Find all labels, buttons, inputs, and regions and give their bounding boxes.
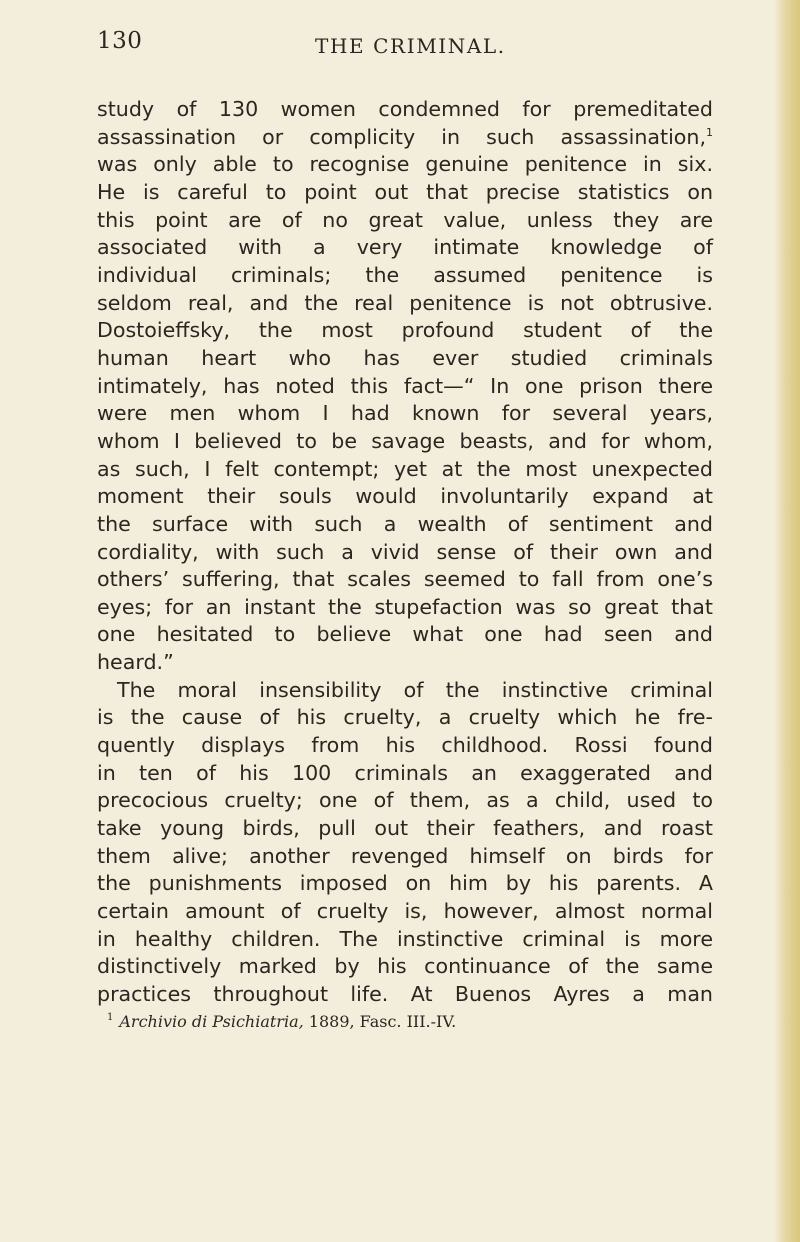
text-line: associated with a very intimate knowledge of xyxy=(97,235,713,260)
page-header xyxy=(97,28,713,72)
text-line: individual criminals; the assumed penitence is xyxy=(97,262,713,287)
text-line: heard.” xyxy=(97,650,174,675)
text-line: precocious cruelty; one of them, as a child, used to xyxy=(97,788,713,813)
text-line: assassination or complicity in such assassination,$^1$ xyxy=(97,124,713,149)
text-line: quently displays from his childhood. Rossi found xyxy=(97,733,713,758)
page-edge-shading xyxy=(774,0,800,1242)
text-line: the surface with such a wealth of sentiment and xyxy=(97,511,713,536)
text-line: whom I believed to be savage beasts, and for whom, xyxy=(97,428,713,453)
text-line: in healthy children. The instinctive criminal is more xyxy=(97,926,713,951)
text-line: this point are of no great value, unless they are xyxy=(97,207,713,232)
text-line: the punishments imposed on him by his parents. A xyxy=(97,871,713,896)
text-line: distinctively marked by his continuance of the same xyxy=(97,954,713,979)
text-line: cordiality, with such a vivid sense of their own and xyxy=(97,539,713,564)
footnote-reference: 1 xyxy=(706,125,713,139)
text-line: others’ suffering, that scales seemed to fall from one’s xyxy=(97,567,713,592)
footnote-marker: 1 xyxy=(107,1012,114,1024)
page-number: 130 xyxy=(97,28,143,54)
text-line: intimately, has noted this fact—“ In one prison there xyxy=(97,373,713,398)
text-line: one hesitated to believe what one had seen and xyxy=(97,622,713,647)
text-line: as such, I felt contempt; yet at the most unexpected xyxy=(97,456,713,481)
text-line: certain amount of cruelty is, however, almost normal xyxy=(97,899,713,924)
text-line: were men whom I had known for several years, xyxy=(97,401,713,426)
text-line: He is careful to point out that precise statistics on xyxy=(97,179,713,204)
text-line: Dostoieffsky, the most profound student of the xyxy=(97,318,713,343)
running-head: THE CRIMINAL. xyxy=(315,34,506,58)
text-line: is the cause of his cruelty, a cruelty which he fre- xyxy=(97,705,713,730)
text-line: study of 130 women condemned for premeditated xyxy=(97,97,713,121)
text-line: in ten of his 100 criminals an exaggerated and xyxy=(97,760,713,785)
text-line: was only able to recognise genuine penitence in six. xyxy=(97,152,713,177)
text-line: seldom real, and the real penitence is not obtrusive. xyxy=(97,290,713,315)
text-line: human heart who has ever studied criminals xyxy=(97,345,713,370)
book-page xyxy=(97,28,713,1033)
paragraph-start-line: The moral insensibility of the instinctive criminal xyxy=(117,677,713,702)
body-text xyxy=(97,96,713,1009)
text-line: eyes; for an instant the stupefaction was so great that xyxy=(97,594,713,619)
text-line: moment their souls would involuntarily expand at xyxy=(97,484,713,509)
text-line: them alive; another revenged himself on birds for xyxy=(97,843,713,868)
footnote-citation: 1889, Fasc. III.-IV. xyxy=(308,1011,457,1031)
footnote-source-title: Archivio di Psichiatria, xyxy=(119,1011,304,1031)
text-line: take young birds, pull out their feathers, and roast xyxy=(97,816,713,841)
footnote xyxy=(97,1011,713,1033)
text-line: practices throughout life. At Buenos Ayres a man xyxy=(97,982,713,1006)
